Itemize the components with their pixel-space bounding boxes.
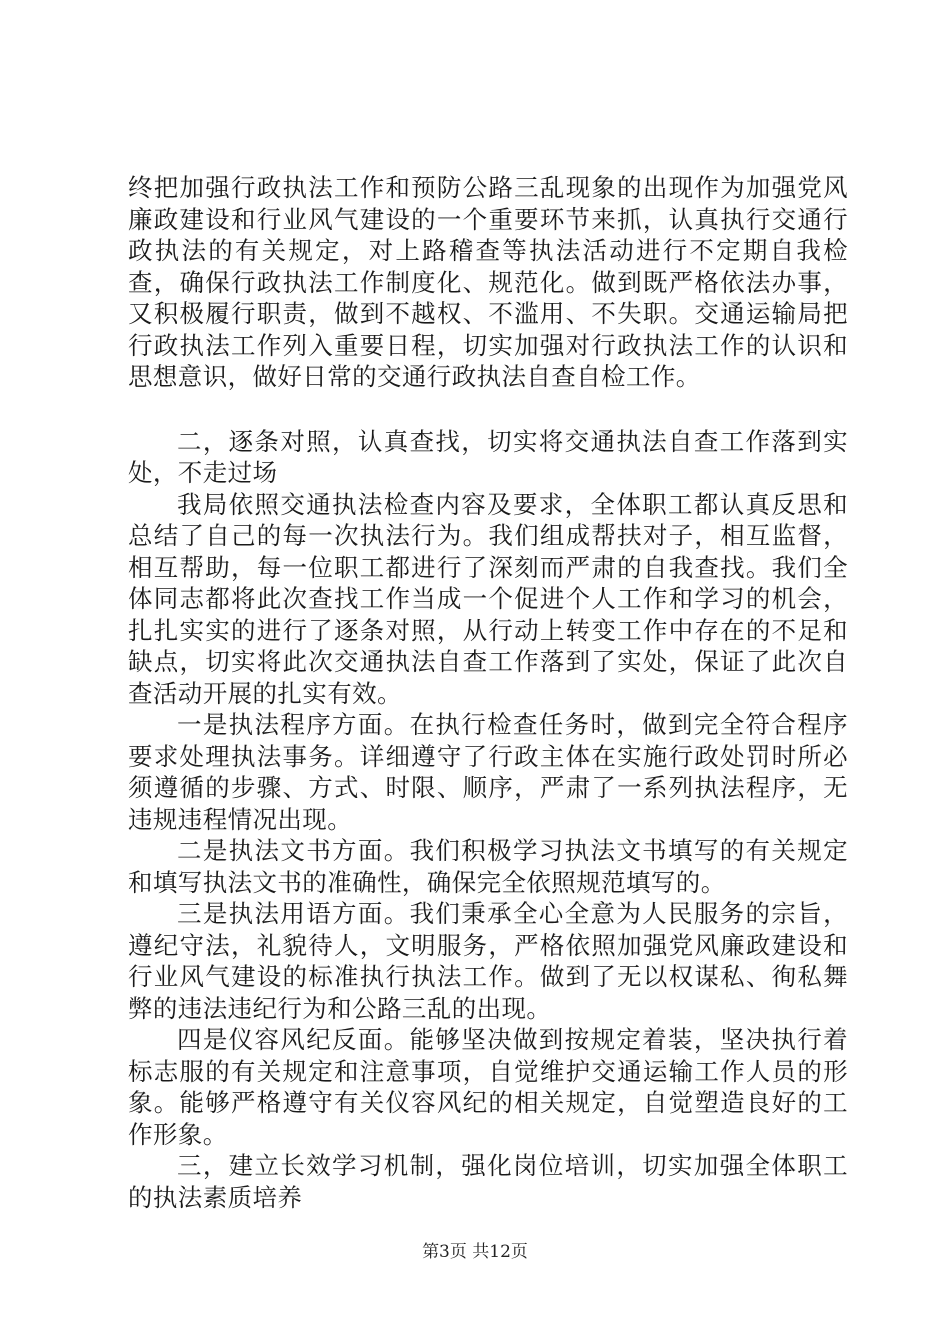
- paragraph-documents: 二是执法文书方面。我们积极学习执法文书填写的有关规定和填写执法文书的准确性，确保完全依照规范填写的。: [128, 836, 848, 897]
- paragraph-continued: 终把加强行政执法工作和预防公路三乱现象的出现作为加强党风廉政建设和行业风气建设的一个重要环节来抓，认真执行交通行政执法的有关规定，对上路稽查等执法活动进行不定期自我检查，确保行政执法工作制度化、规范化。做到既严格依法办事，又积极履行职责，做到不越权、不滥用、不失职。交通运输局把行政执法工作列入重要日程，切实加强对行政执法工作的认识和思想意识，做好日常的交通行政执法自查自检工作。: [128, 173, 848, 391]
- paragraph-appearance: 四是仪容风纪反面。能够坚决做到按规定着装，坚决执行着标志服的有关规定和注意事项，自觉维护交通运输工作人员的形象。能够严格遵守有关仪容风纪的相关规定，自觉塑造良好的工作形象。: [128, 1025, 848, 1149]
- section-heading-two: 二，逐条对照，认真查找，切实将交通执法自查工作落到实处，不走过场: [128, 426, 848, 487]
- paragraph-self-check: 我局依照交通执法检查内容及要求，全体职工都认真反思和总结了自己的每一次执法行为。我们组成帮扶对子，相互监督，相互帮助，每一位职工都进行了深刻而严肃的自我查找。我们全体同志都将此次查找工作当成一个促进个人工作和学习的机会，扎扎实实的进行了逐条对照，从行动上转变工作中存在的不足和缺点，切实将此次交通执法自查工作落到了实处，保证了此次自查活动开展的扎实有效。: [128, 489, 848, 708]
- document-body: [128, 172, 848, 1213]
- paragraph-language: 三是执法用语方面。我们秉承全心全意为人民服务的宗旨，遵纪守法，礼貌待人，文明服务，严格依照加强党风廉政建设和行业风气建设的标准执行执法工作。做到了无以权谋私、徇私舞弊的违法违纪行为和公路三乱的出现。: [128, 899, 848, 1023]
- page-number-footer: 第3页 共12页: [422, 1242, 528, 1262]
- paragraph-procedure: 一是执法程序方面。在执行检查任务时，做到完全符合程序要求处理执法事务。详细遵守了行政主体在实施行政处罚时所必须遵循的步骤、方式、时限、顺序，严肃了一系列执法程序，无违规违程情况出现。: [128, 710, 848, 834]
- section-heading-three: 三，建立长效学习机制，强化岗位培训，切实加强全体职工的执法素质培养: [128, 1151, 848, 1212]
